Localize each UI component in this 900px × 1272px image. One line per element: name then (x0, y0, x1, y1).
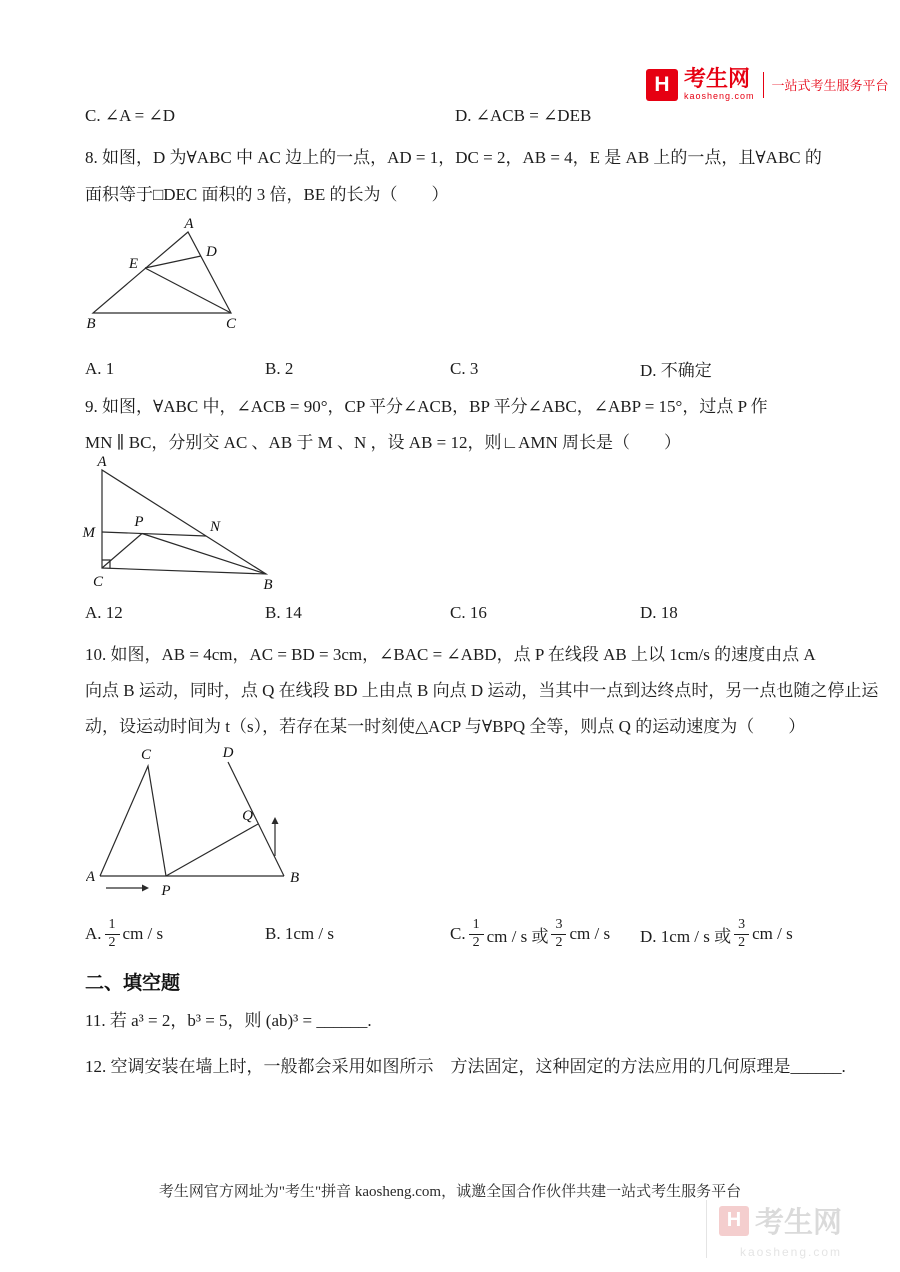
fraction-denominator: 2 (472, 934, 480, 950)
point-label-a: A (184, 218, 194, 232)
logo-text-stack (684, 68, 755, 101)
figure-q10-motion-triangles (86, 746, 301, 901)
q10-option-d (640, 918, 830, 950)
question-12-text: 12. 空调安装在墙上时，一般都会采用如图所示 方法固定，这种固定的方法应用的几何原理是______. (85, 1057, 846, 1076)
q8-option-d: D. 不确定 (640, 361, 712, 380)
q10-option-c-prefix: C. (450, 924, 466, 944)
q9-option-a: A. 12 (85, 603, 123, 622)
q10-option-c-unit: cm / s (569, 924, 611, 944)
fraction-numerator: 3 (551, 918, 566, 935)
brand-domain: kaosheng.com (684, 91, 755, 101)
segment-pq (166, 824, 258, 876)
point-label-e: E (128, 256, 138, 272)
question-8-options-row (85, 356, 830, 381)
footer-notice: 考生网官方网址为"考生"拼音 kaosheng.com，诚邀全国合作伙伴共建一站式考生服务平台 (158, 1184, 742, 1200)
fraction-denominator: 2 (738, 934, 746, 950)
figure-q8-triangle (85, 218, 250, 333)
segment-pc (102, 534, 142, 569)
q9-option-b: B. 14 (265, 603, 302, 622)
kaosheng-watermark-icon: H (719, 1206, 749, 1236)
point-label-d: D (206, 244, 217, 260)
question-10-text-line-3: 动，设运动时间为 t（s），若存在某一时刻使△ACP 与∀BPQ 全等，则点 Q 的运动速度为（ ） (85, 717, 806, 736)
segment-mn (102, 532, 206, 536)
watermark-brand-name: 考生网 (755, 1207, 843, 1239)
fraction-denominator: 2 (555, 934, 563, 950)
arrow-up-head (272, 817, 279, 824)
point-label-d: D (222, 746, 234, 761)
q9-option-c: C. 16 (450, 603, 487, 622)
q10-option-a-prefix: A. (85, 924, 102, 944)
fraction-one-half (469, 918, 484, 950)
q10-option-c-middle: cm / s 或 (486, 926, 549, 946)
q10-option-a (85, 918, 265, 950)
figure-q9-right-triangle (82, 456, 277, 591)
segment-pb (142, 534, 266, 575)
logo-divider (763, 72, 764, 98)
point-label-c: C (92, 574, 104, 590)
q10-option-d-prefix: D. 1cm / s 或 (640, 926, 732, 946)
triangle-acb-outline (102, 470, 266, 574)
question-8-text-line-2: 面积等于□DEC 面积的 3 倍，BE 的长为（ ） (85, 185, 449, 204)
q8-option-a: A. 1 (85, 358, 115, 378)
point-label-m: M (82, 525, 95, 541)
watermark-body (719, 1200, 842, 1259)
arrow-right-head (142, 885, 149, 892)
watermark-divider (706, 1200, 707, 1258)
kaosheng-header-logo (646, 68, 889, 101)
q10-option-b: B. 1cm / s (265, 924, 334, 944)
watermark-row (719, 1200, 842, 1241)
point-label-b: B (290, 870, 300, 886)
fraction-denominator: 2 (108, 934, 116, 950)
fraction-one-half (105, 918, 120, 950)
q8-option-c: C. 3 (450, 358, 479, 378)
fraction-three-halves (734, 918, 749, 950)
q9-option-d: D. 18 (640, 603, 678, 622)
brand-name: 考生网 (684, 66, 751, 91)
point-label-b: B (263, 577, 273, 591)
question-8-text-line-1: 8. 如图，D 为∀ABC 中 AC 边上的一点，AD = 1，DC = 2，AB = 4，E 是 AB 上的一点，且∀ABC 的 (85, 148, 822, 167)
q10-option-a-unit: cm / s (122, 924, 164, 944)
point-label-b: B (86, 316, 96, 332)
fraction-three-halves (551, 918, 566, 950)
question-10-text-line-2: 向点 B 运动，同时，点 Q 在线段 BD 上由点 B 向点 D 运动，当其中一点到达终点时，另一点也随之停止运 (85, 681, 879, 700)
point-label-c: C (140, 747, 152, 763)
point-label-a: A (86, 869, 95, 885)
question-10-options-row (85, 918, 830, 950)
question-9-text-line-2: MN ∥ BC，分别交 AC 、AB 于 M 、N ，设 AB = 12，则∟AMN 周长是（ ） (85, 433, 682, 452)
point-label-p: P (134, 514, 144, 530)
fraction-numerator: 1 (105, 918, 120, 935)
q10-option-c (450, 918, 640, 950)
point-label-n: N (210, 519, 221, 535)
q10-option-d-unit: cm / s (752, 924, 793, 944)
watermark-brand-domain: kaosheng.com (739, 1245, 843, 1259)
q7-option-d: D. ∠ACB = ∠DEB (455, 106, 592, 125)
brand-tagline: 一站式考生服务平台 (771, 78, 889, 93)
fraction-numerator: 3 (734, 918, 749, 935)
section-2-heading: 二、填空题 (85, 973, 181, 994)
question-9-text-line-1: 9. 如图，∀ABC 中，∠ACB = 90°，CP 平分∠ACB，BP 平分∠ABC，∠ABP = 15°，过点 P 作 (85, 397, 768, 416)
kaosheng-watermark (706, 1200, 842, 1259)
q7-option-c: C. ∠A = ∠D (85, 106, 176, 125)
q8-option-b: B. 2 (265, 358, 294, 378)
triangle-acp (100, 766, 166, 876)
question-7-options-row (85, 106, 830, 126)
point-label-c: C (225, 316, 237, 332)
point-label-a: A (97, 456, 107, 470)
question-11-text: 11. 若 a³ = 2，b³ = 5，则 (ab)³ = ______. (85, 1011, 372, 1030)
question-10-text-line-1: 10. 如图，AB = 4cm，AC = BD = 3cm，∠BAC = ∠ABD，点 P 在线段 AB 上以 1cm/s 的速度由点 A (85, 645, 816, 664)
point-label-p: P (161, 883, 171, 899)
question-9-options-row (85, 603, 830, 623)
segment-ec (145, 268, 231, 313)
point-label-q: Q (242, 808, 253, 824)
kaosheng-logo-icon: H (646, 69, 678, 101)
fraction-numerator: 1 (469, 918, 484, 935)
